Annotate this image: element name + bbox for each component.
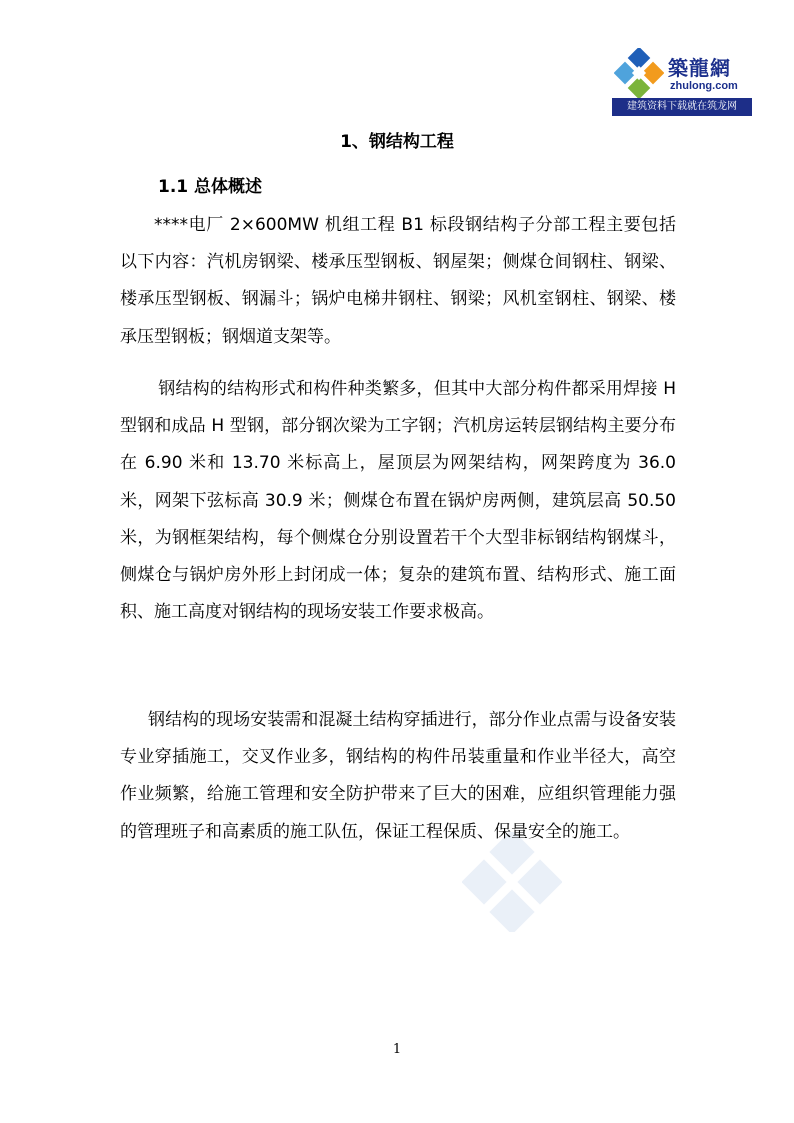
subsection-heading: 1.1 总体概述 [158, 177, 263, 197]
paragraph-structure [120, 371, 676, 631]
paragraph-difficulty [120, 702, 676, 851]
paragraph-text: 钢结构的现场安装需和混凝土结构穿插进行，部分作业点需与设备安装专业穿插施工，交叉作业多，钢结构的构件吊装重量和作业半径大，高空作业频繁，给施工管理和安全防护带来了巨大的困难，应组织管理能力强的管理班子和高素质的施工队伍，保证工程保质、保量安全的施工。 [120, 710, 676, 842]
paragraph-text: 钢结构的结构形式和构件种类繁多，但其中大部分构件都采用焊接 H 型钢和成品 H 型钢，部分钢次梁为工字钢；汽机房运转层钢结构主要分布在 6.90 米和 13.70 米标高上，屋顶层为网架结构，网架跨度为 36.0 米，网架下弦标高 30.9 米；侧煤仓布置在锅炉房两侧，建筑层高 50.50 米，为钢框架结构，每个侧煤仓分别设置若干个大型非标钢结构钢煤斗，侧煤仓与锅炉房外形上封闭成一体；复杂的建筑布置、结构形式、施工面积、施工高度对钢结构的现场安装工作要求极高。 [120, 379, 676, 623]
page-number: 1 [392, 1042, 402, 1057]
zhulong-logo-icon [614, 48, 664, 98]
section-heading: 1、钢结构工程 [340, 132, 454, 152]
paragraph-text: ****电厂 2×600MW 机组工程 B1 标段钢结构子分部工程主要包括以下内容：汽机房钢梁、楼承压型钢板、钢屋架；侧煤仓间钢柱、钢梁、楼承压型钢板、钢漏斗；锅炉电梯井钢柱、钢梁；风机室钢柱、钢梁、楼承压型钢板；钢烟道支架等。 [120, 215, 676, 347]
logo-slogan: 建筑资料下载就在筑龙网 [612, 98, 752, 116]
zhulong-logo [612, 46, 752, 118]
logo-name: 築龍網 [668, 56, 731, 80]
paragraph-scope [120, 207, 676, 356]
logo-domain: zhulong.com [670, 80, 738, 92]
